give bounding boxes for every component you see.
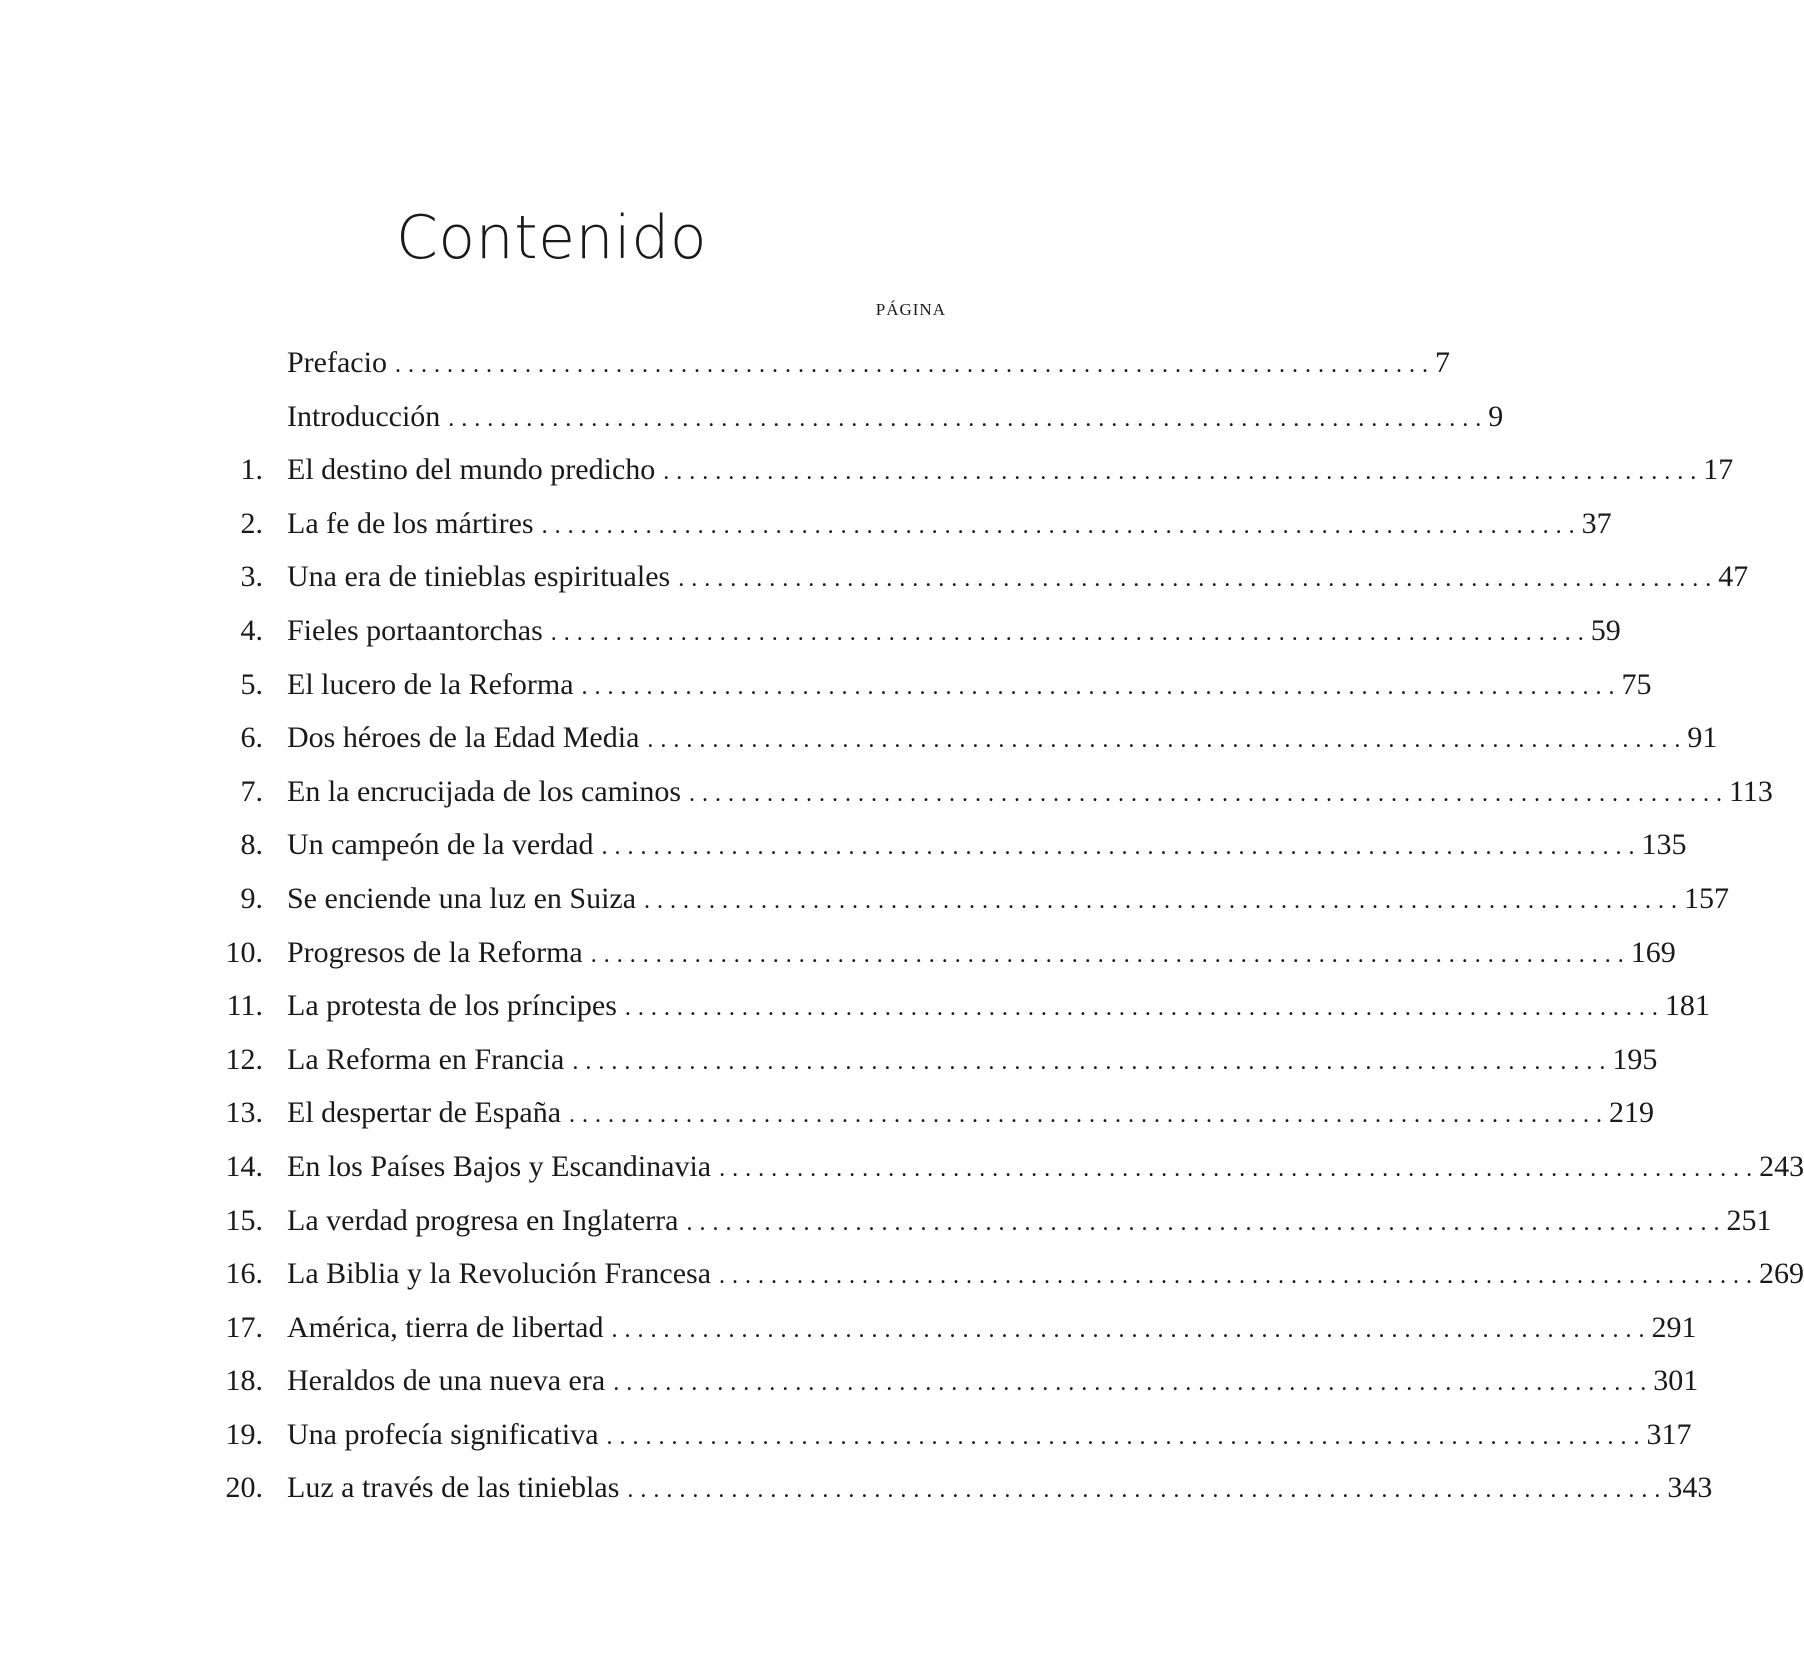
page-number: 301 bbox=[1653, 1364, 1699, 1398]
chapter-title: El lucero de la Reforma bbox=[287, 667, 574, 701]
chapter-number: 3. bbox=[240, 560, 263, 594]
page-number: 7 bbox=[1434, 346, 1450, 379]
toc-entry-line bbox=[287, 1461, 1713, 1514]
toc-entry bbox=[0, 926, 1676, 980]
page-number: 169 bbox=[1630, 935, 1676, 969]
chapter-number: 18. bbox=[225, 1364, 263, 1398]
page-number: 243 bbox=[1759, 1149, 1804, 1183]
toc-entry-line bbox=[287, 497, 1612, 550]
chapter-number: 9. bbox=[240, 881, 263, 915]
toc-entry-line bbox=[287, 1140, 1804, 1193]
toc-entry bbox=[0, 1301, 1697, 1355]
chapter-title: La Biblia y la Revolución Francesa bbox=[287, 1257, 712, 1291]
toc-entry-line bbox=[287, 1086, 1655, 1139]
page-number: 195 bbox=[1612, 1042, 1658, 1076]
dot-leader: ................................................................................ bbox=[601, 834, 1642, 861]
chapter-number: 14. bbox=[225, 1149, 263, 1183]
dot-leader: ................................................................................ bbox=[550, 619, 1591, 646]
page-number: 75 bbox=[1621, 667, 1652, 701]
dot-leader: ................................................................................ bbox=[541, 512, 1582, 539]
toc-entry-line bbox=[287, 550, 1749, 603]
dot-leader: ................................................................................ bbox=[572, 1048, 1613, 1075]
toc-entry-line bbox=[287, 926, 1676, 979]
toc-entry bbox=[0, 818, 1687, 872]
page-number: 251 bbox=[1726, 1203, 1772, 1237]
dot-leader: ................................................................................ bbox=[613, 1370, 1654, 1397]
toc-entry bbox=[0, 336, 1450, 390]
chapter-title: El despertar de España bbox=[287, 1096, 562, 1130]
toc-entry bbox=[0, 1461, 1713, 1515]
toc-entry bbox=[0, 1140, 1804, 1194]
chapter-title: Luz a través de las tinieblas bbox=[287, 1471, 620, 1505]
toc-entry bbox=[0, 550, 1749, 604]
chapter-title: Se enciende una luz en Suiza bbox=[287, 881, 637, 915]
page-number: 343 bbox=[1667, 1471, 1713, 1505]
toc-entry bbox=[0, 1408, 1692, 1462]
chapter-number: 15. bbox=[225, 1203, 263, 1237]
toc-entry-line bbox=[287, 390, 1504, 443]
page-number: 91 bbox=[1687, 721, 1718, 755]
page-number: 317 bbox=[1646, 1417, 1692, 1451]
toc-entry-line bbox=[287, 1247, 1804, 1300]
toc-entry-line bbox=[287, 1033, 1658, 1086]
toc-entry-line bbox=[287, 1408, 1692, 1461]
page-number: 291 bbox=[1651, 1310, 1697, 1344]
chapter-title: La protesta de los príncipes bbox=[287, 989, 617, 1023]
dot-leader: ................................................................................ bbox=[719, 1155, 1760, 1182]
toc-entry bbox=[0, 604, 1621, 658]
toc-entry-line bbox=[287, 604, 1621, 657]
dot-leader: ................................................................................ bbox=[686, 1209, 1727, 1236]
toc-entry-line bbox=[287, 872, 1730, 925]
toc-entry bbox=[0, 1086, 1655, 1140]
toc-entry bbox=[0, 1354, 1699, 1408]
chapter-number: 2. bbox=[240, 506, 263, 540]
page-number: 181 bbox=[1664, 989, 1710, 1023]
chapter-number: 5. bbox=[240, 667, 263, 701]
toc-entry-line bbox=[287, 711, 1718, 764]
toc-entry bbox=[0, 497, 1612, 551]
chapter-number: 12. bbox=[225, 1042, 263, 1076]
chapter-title: Dos héroes de la Edad Media bbox=[287, 721, 640, 755]
chapter-title: Fieles portaantorchas bbox=[287, 613, 543, 647]
chapter-title: Heraldos de una nueva era bbox=[287, 1364, 606, 1398]
chapter-title: América, tierra de libertad bbox=[287, 1310, 604, 1344]
page-number: 157 bbox=[1684, 881, 1730, 915]
page-number: 17 bbox=[1703, 453, 1734, 487]
chapter-title: Prefacio bbox=[287, 346, 387, 379]
page-number: 269 bbox=[1759, 1257, 1804, 1291]
chapter-number: 10. bbox=[225, 935, 263, 969]
page-number: 135 bbox=[1641, 828, 1687, 862]
dot-leader: ................................................................................ bbox=[647, 727, 1688, 754]
toc-entry-line bbox=[287, 1194, 1772, 1247]
page-title: Contenido bbox=[395, 203, 708, 274]
toc-entry bbox=[0, 1033, 1658, 1087]
page-number: 37 bbox=[1581, 506, 1612, 540]
table-of-contents bbox=[0, 336, 1804, 1515]
chapter-number: 4. bbox=[240, 613, 263, 647]
chapter-number: 7. bbox=[240, 774, 263, 808]
dot-leader: ................................................................................ bbox=[394, 352, 1435, 378]
chapter-number: 17. bbox=[225, 1310, 263, 1344]
chapter-number: 8. bbox=[240, 828, 263, 862]
chapter-title: En los Países Bajos y Escandinavia bbox=[287, 1149, 712, 1183]
dot-leader: ................................................................................ bbox=[581, 673, 1622, 700]
dot-leader: ................................................................................ bbox=[644, 887, 1685, 914]
chapter-title: Una era de tinieblas espirituales bbox=[287, 560, 671, 594]
page-number: 59 bbox=[1590, 613, 1621, 647]
chapter-number: 6. bbox=[240, 721, 263, 755]
toc-entry-line bbox=[287, 658, 1652, 711]
dot-leader: ................................................................................ bbox=[663, 459, 1704, 486]
dot-leader: ................................................................................ bbox=[611, 1316, 1652, 1343]
toc-entry-line bbox=[287, 1301, 1697, 1354]
chapter-title: Introducción bbox=[287, 399, 441, 433]
chapter-title: La fe de los mártires bbox=[287, 506, 534, 540]
dot-leader: ................................................................................ bbox=[627, 1477, 1668, 1504]
toc-entry-line bbox=[287, 443, 1734, 496]
dot-leader: ................................................................................ bbox=[624, 995, 1665, 1022]
chapter-title: El destino del mundo predicho bbox=[287, 453, 656, 487]
toc-entry bbox=[0, 711, 1718, 765]
toc-entry-line bbox=[287, 979, 1710, 1032]
toc-entry bbox=[0, 872, 1730, 926]
chapter-title: Progresos de la Reforma bbox=[287, 935, 583, 969]
toc-entry bbox=[0, 658, 1652, 712]
chapter-number: 1. bbox=[240, 453, 263, 487]
dot-leader: ................................................................................ bbox=[689, 780, 1730, 807]
chapter-number: 13. bbox=[225, 1096, 263, 1130]
toc-entry bbox=[0, 979, 1710, 1033]
toc-entry bbox=[0, 1194, 1772, 1248]
toc-entry-line bbox=[287, 765, 1773, 818]
dot-leader: ................................................................................ bbox=[448, 405, 1489, 432]
dot-leader: ................................................................................ bbox=[678, 566, 1719, 593]
chapter-number: 19. bbox=[225, 1417, 263, 1451]
toc-entry bbox=[0, 390, 1504, 444]
toc-entry bbox=[0, 443, 1734, 497]
chapter-title: En la encrucijada de los caminos bbox=[287, 774, 682, 808]
dot-leader: ................................................................................ bbox=[719, 1263, 1760, 1290]
chapter-title: Una profecía significativa bbox=[287, 1417, 599, 1451]
toc-entry bbox=[0, 1247, 1804, 1301]
dot-leader: ................................................................................ bbox=[590, 941, 1631, 968]
page-number: 113 bbox=[1729, 774, 1773, 808]
toc-entry-line bbox=[287, 336, 1450, 389]
chapter-number: 16. bbox=[225, 1257, 263, 1291]
toc-entry bbox=[0, 765, 1773, 819]
toc-entry-line bbox=[287, 818, 1687, 871]
chapter-title: La Reforma en Francia bbox=[287, 1042, 565, 1076]
toc-entry-line bbox=[287, 1354, 1699, 1407]
dot-leader: ................................................................................ bbox=[606, 1423, 1647, 1450]
page-number: 219 bbox=[1609, 1096, 1655, 1130]
chapter-title: Un campeón de la verdad bbox=[287, 828, 594, 862]
page-column-label: PÁGINA bbox=[875, 300, 946, 319]
chapter-title: La verdad progresa en Inglaterra bbox=[287, 1203, 679, 1237]
chapter-number: 11. bbox=[226, 989, 263, 1023]
page-number: 47 bbox=[1718, 560, 1749, 594]
page-number: 9 bbox=[1488, 399, 1504, 433]
dot-leader: ................................................................................ bbox=[569, 1102, 1610, 1129]
chapter-number: 20. bbox=[225, 1471, 263, 1505]
